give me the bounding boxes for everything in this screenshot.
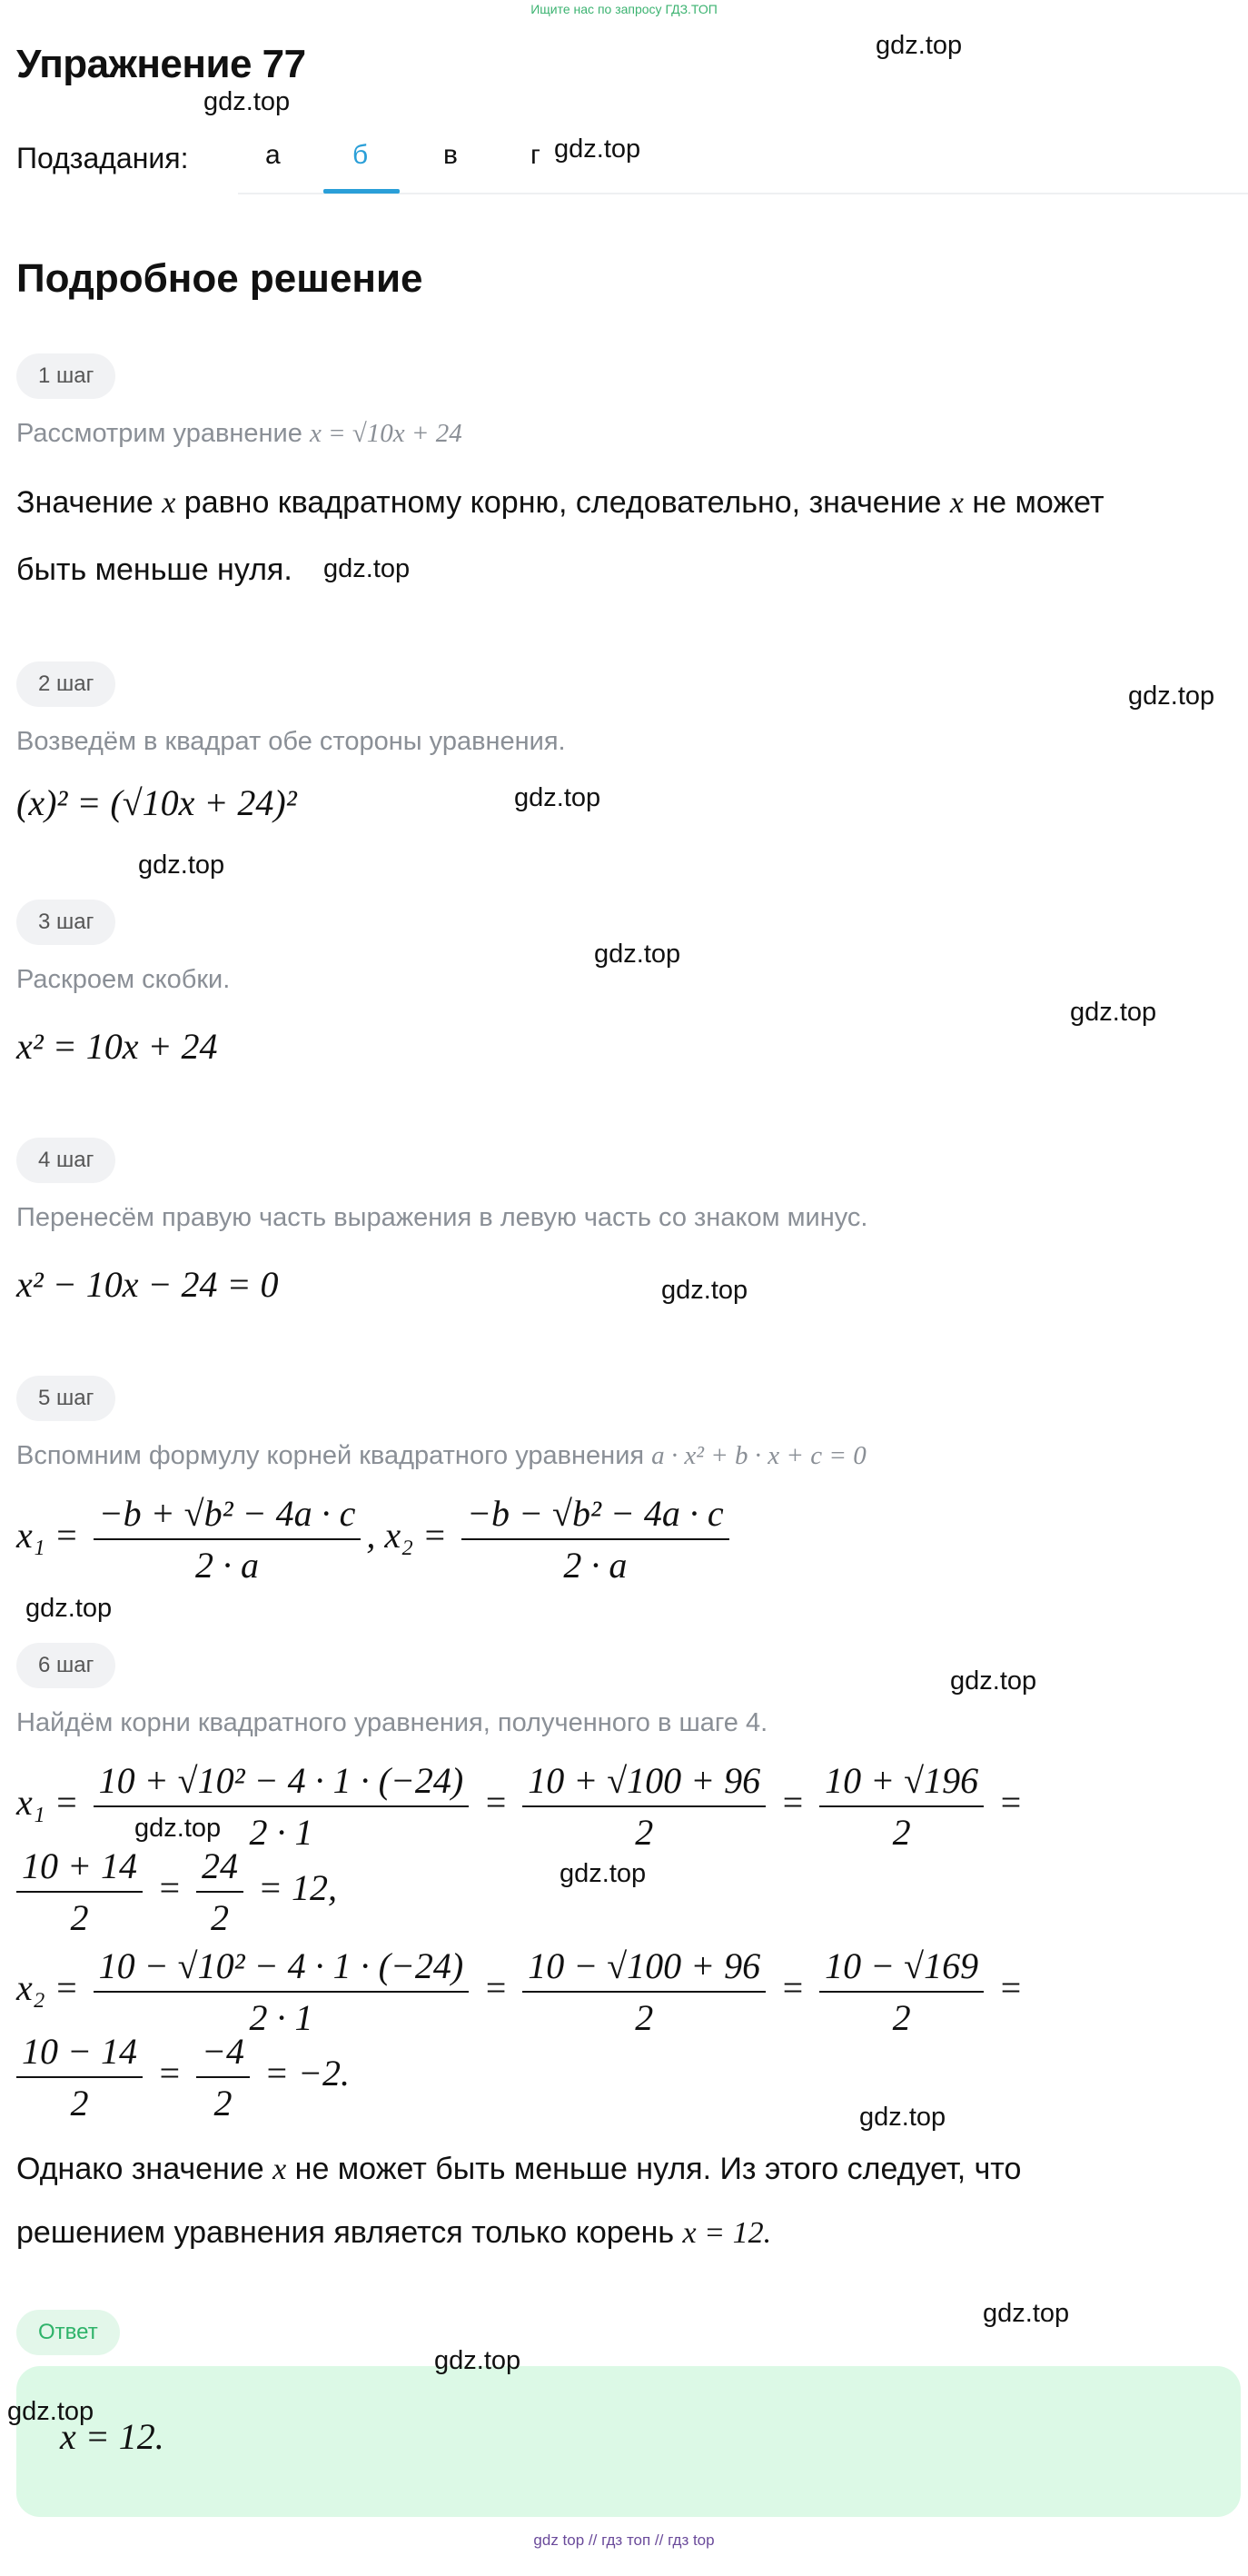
step-hint: Рассмотрим уравнение x = √10x + 24 <box>16 419 462 448</box>
step-text: быть меньше нуля. <box>16 552 292 587</box>
watermark: gdz.top <box>7 2397 94 2426</box>
step-formula: x² = 10x + 24 <box>16 1026 218 1067</box>
x2-formula: x₂ = $\frac{\text{10 − √10² − 4 · 1 · (−24)}}{2 \cdot 1}$ = $\frac{10 - √100 + 96}{2}$ = $\frac{10 - √169}{2}$ = <box>16 1945 1024 2038</box>
watermark: gdz.top <box>983 2299 1070 2328</box>
step-hint: Возведём в квадрат обе стороны уравнения. <box>16 727 566 756</box>
step-hint: Раскроем скобки. <box>16 965 231 994</box>
watermark: gdz.top <box>594 940 681 969</box>
step-badge: 2 шаг <box>16 661 115 707</box>
watermark: gdz.top <box>1070 998 1157 1027</box>
active-tab-indicator <box>323 189 400 194</box>
watermark: gdz.top <box>950 1666 1037 1696</box>
watermark: gdz.top <box>434 2346 521 2375</box>
step-badge: 6 шаг <box>16 1643 115 1688</box>
top-note[interactable]: Ищите нас по запросу ГДЗ.ТОП <box>530 2 718 16</box>
x1-continuation: $\frac{10 + 14}{2}$ = $\frac{24}{2}$ = 12, <box>16 1845 337 1939</box>
tab-b[interactable]: б <box>352 140 369 170</box>
answer-value: x = 12. <box>60 2416 164 2457</box>
watermark: gdz.top <box>134 1814 222 1843</box>
answer-badge: Ответ <box>16 2310 120 2355</box>
step-formula: (x)² = (√10x + 24)² <box>16 782 297 823</box>
watermark: gdz.top <box>876 31 963 60</box>
watermark: gdz.top <box>1128 681 1215 711</box>
tab-a[interactable]: а <box>265 140 281 170</box>
watermark: gdz.top <box>203 87 291 116</box>
step-hint: Перенесём правую часть выражения в левую часть со знаком минус. <box>16 1203 868 1232</box>
step-badge: 3 шаг <box>16 900 115 945</box>
step-badge: 5 шаг <box>16 1376 115 1421</box>
x2-continuation: $\frac{10 - 14}{2}$ = $\frac{-4}{2}$ = −2. <box>16 2030 350 2124</box>
section-title: Подробное решение <box>16 256 423 301</box>
step-formula: x² − 10x − 24 = 0 <box>16 1264 279 1305</box>
subtasks-label: Подзадания: <box>16 142 189 174</box>
tab-v[interactable]: в <box>443 140 458 170</box>
watermark: gdz.top <box>554 134 641 164</box>
step-badge: 4 шаг <box>16 1138 115 1183</box>
conclusion-text: решением уравнения является только корень x = 12. <box>16 2215 772 2250</box>
watermark: gdz.top <box>514 783 601 812</box>
step-hint: Вспомним формулу корней квадратного уравнения a · x² + b · x + c = 0 <box>16 1441 867 1470</box>
watermark: gdz.top <box>25 1594 113 1623</box>
watermark: gdz.top <box>323 554 411 583</box>
watermark: gdz.top <box>859 2103 946 2132</box>
step-badge: 1 шаг <box>16 353 115 399</box>
answer-box <box>16 2366 1241 2517</box>
conclusion-text: Однако значение x не может быть меньше нуля. Из этого следует, что <box>16 2152 1022 2186</box>
watermark: gdz.top <box>560 1859 647 1888</box>
watermark: gdz.top <box>661 1276 748 1305</box>
tab-g[interactable]: г <box>530 140 540 170</box>
step-hint: Найдём корни квадратного уравнения, полученного в шаге 4. <box>16 1708 768 1737</box>
page-title: Упражнение 77 <box>16 42 306 86</box>
footer-links[interactable]: gdz top // гдз топ // гдз top <box>533 2531 715 2549</box>
subtasks-tabs <box>238 127 1248 194</box>
root-formula: x₁ = $\frac{\text{−b + √b² − 4a · c}}{2 \cdot a}$ , x₂ = $\frac{\text{−b − √b² − 4a · c}}{2 \cdot a}$ <box>16 1492 735 1586</box>
x1-formula: x₁ = $\frac{\text{10 + √10² − 4 · 1 · (−24)}}{2 \cdot 1}$ = $\frac{10 + √100 + 96}{2}$ = $\frac{10 + √196}{2}$ = <box>16 1760 1024 1853</box>
step-text: Значение x равно квадратному корню, следовательно, значение x не может <box>16 485 1104 520</box>
watermark: gdz.top <box>138 850 225 880</box>
